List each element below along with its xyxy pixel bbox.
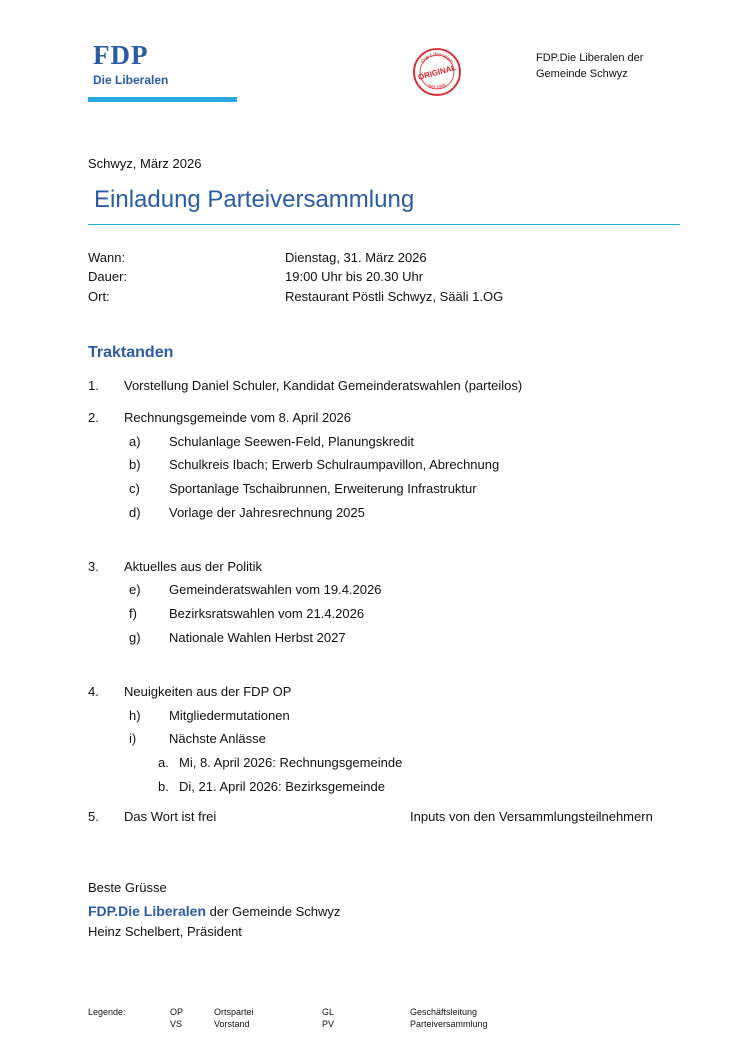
stamp-bottom-text: seit 1894 xyxy=(426,82,448,92)
duration-value: 19:00 Uhr bis 20.30 Uhr xyxy=(285,269,424,284)
agenda-number: 3. xyxy=(88,559,99,574)
stamp-middle-text: ORIGINAL xyxy=(417,63,458,82)
agenda-subitem: Sportanlage Tschaibrunnen, Erweiterung Infrastruktur xyxy=(169,481,477,496)
place-label: Ort: xyxy=(88,289,110,304)
closing-org-rest: der Gemeinde Schwyz xyxy=(206,904,341,919)
legend-abbr: VS xyxy=(170,1019,183,1029)
legend-desc: Vorstand xyxy=(214,1019,250,1029)
legend-abbr: PV xyxy=(322,1019,335,1029)
agenda-item: Das Wort ist frei xyxy=(124,809,217,824)
agenda-subitem: Nächste Anlässe xyxy=(169,731,266,746)
legend-label: Legende: xyxy=(88,1007,126,1017)
place-value: Restaurant Pöstli Schwyz, Sääli 1.OG xyxy=(285,289,504,304)
header-organization xyxy=(536,50,643,82)
agenda-item: Aktuelles aus der Politik xyxy=(124,559,263,574)
agenda-subsubitem: Mi, 8. April 2026: Rechnungsgemeinde xyxy=(179,755,403,770)
agenda-subitem-letter: i) xyxy=(129,731,137,746)
svg-text:Die Liberalen xyxy=(420,52,454,65)
legend-desc: Ortspartei xyxy=(214,1007,254,1017)
agenda-item: Rechnungsgemeinde vom 8. April 2026 xyxy=(124,410,351,425)
agenda-subitem-letter: c) xyxy=(129,481,140,496)
agenda-subitem-letter: e) xyxy=(129,582,141,597)
legend-abbreviations-2 xyxy=(322,1006,334,1030)
agenda-subitem: Nationale Wahlen Herbst 2027 xyxy=(169,630,346,645)
agenda-subsubitem-letter: b. xyxy=(158,779,169,794)
agenda-subitem: Bezirksratswahlen vom 21.4.2026 xyxy=(169,606,365,621)
agenda-subitem: Schulkreis Ibach; Erwerb Schulraumpavillon, Abrechnung xyxy=(169,457,500,472)
fdp-logo-subtitle: Die Liberalen xyxy=(93,73,169,87)
agenda-subitem-letter: d) xyxy=(129,505,141,520)
fdp-logo: FDP xyxy=(93,40,149,70)
agenda-item: Neuigkeiten aus der FDP OP xyxy=(124,684,292,699)
header-org-line1: FDP.Die Liberalen der xyxy=(536,52,644,64)
agenda-subitem-letter: b) xyxy=(129,457,141,472)
agenda-subitem-letter: a) xyxy=(129,434,141,449)
legend-descriptions-2 xyxy=(410,1006,488,1030)
agenda-item: Vorstellung Daniel Schuler, Kandidat Gemeinderatswahlen (parteilos) xyxy=(124,378,523,393)
agenda-subitem-letter: f) xyxy=(129,606,137,621)
agenda-subitem-letter: h) xyxy=(129,708,141,723)
agenda-heading: Traktanden xyxy=(88,344,174,361)
closing-greeting: Beste Grüsse xyxy=(88,880,167,895)
document-date: Schwyz, März 2026 xyxy=(88,156,202,171)
stamp-top-text: Die Liberalen xyxy=(420,51,454,65)
header-org-line2: Gemeinde Schwyz xyxy=(536,68,628,80)
original-stamp-icon xyxy=(412,47,462,97)
when-label: Wann: xyxy=(88,250,126,265)
agenda-number: 1. xyxy=(88,378,99,393)
agenda-subitem: Vorlage der Jahresrechnung 2025 xyxy=(169,505,365,520)
closing-organization xyxy=(88,903,340,919)
agenda-number: 2. xyxy=(88,410,99,425)
document-title: Einladung Parteiversammlung xyxy=(94,186,415,213)
agenda-subitem: Mitgliedermutationen xyxy=(169,708,290,723)
logo-underline-bar xyxy=(88,97,237,102)
agenda-number: 4. xyxy=(88,684,99,699)
closing-org-bold: FDP.Die Liberalen xyxy=(88,903,207,919)
agenda-item-note: Inputs von den Versammlungsteilnehmern xyxy=(410,809,653,824)
legend-abbr: OP xyxy=(170,1007,184,1017)
closing-signer: Heinz Schelbert, Präsident xyxy=(88,924,242,939)
agenda-subsubitem: Di, 21. April 2026: Bezirksgemeinde xyxy=(179,779,385,794)
legend-descriptions-1 xyxy=(214,1006,254,1030)
when-value: Dienstag, 31. März 2026 xyxy=(285,250,427,265)
agenda-subsubitem-letter: a. xyxy=(158,755,169,770)
duration-label: Dauer: xyxy=(88,269,128,284)
title-divider xyxy=(88,224,680,225)
agenda-subitem-letter: g) xyxy=(129,630,141,645)
legend-abbreviations-1 xyxy=(170,1006,183,1030)
svg-text:seit 1894 xyxy=(426,82,447,91)
agenda-number: 5. xyxy=(88,809,99,824)
agenda-subitem: Schulanlage Seewen-Feld, Planungskredit xyxy=(169,434,414,449)
legend-desc: Parteiversammlung xyxy=(410,1019,488,1029)
legend-desc: Geschäftsleitung xyxy=(410,1007,478,1017)
legend-abbr: GL xyxy=(322,1007,335,1017)
agenda-subitem: Gemeinderatswahlen vom 19.4.2026 xyxy=(169,582,382,597)
